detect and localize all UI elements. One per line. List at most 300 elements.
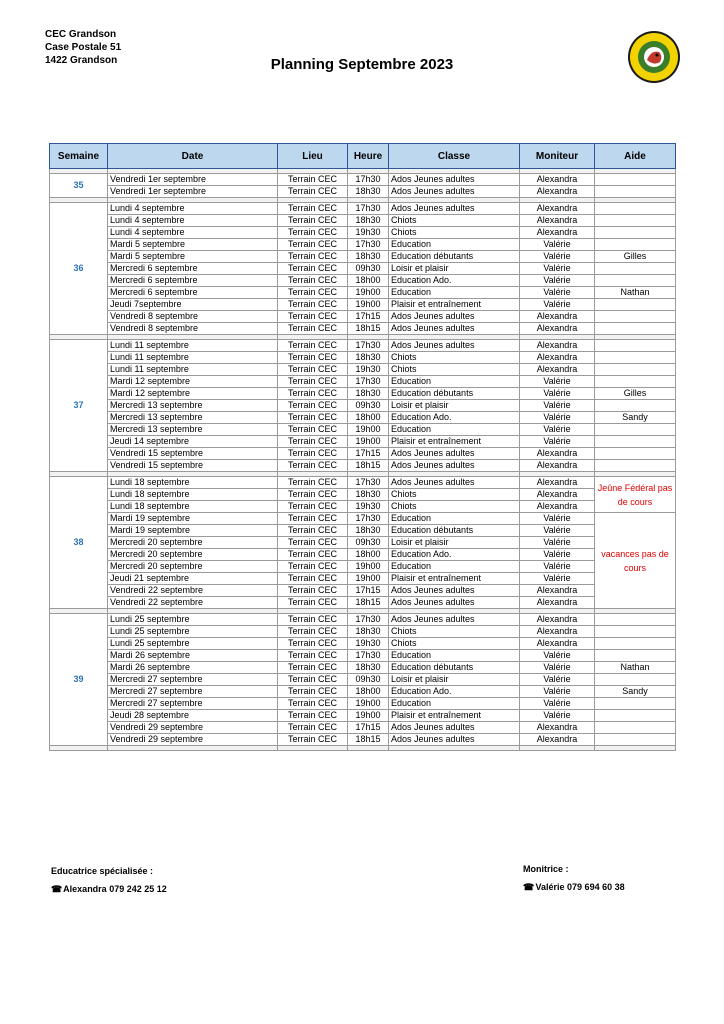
classe-cell: Chiots (389, 352, 520, 364)
moniteur-cell: Alexandra (520, 585, 595, 597)
lieu-cell: Terrain CEC (278, 239, 348, 251)
moniteur-cell: Valérie (520, 287, 595, 299)
footer-monitor (523, 860, 625, 896)
moniteur-cell: Valérie (520, 573, 595, 585)
date-cell: Mardi 12 septembre (108, 388, 278, 400)
table-row (50, 299, 676, 311)
lieu-cell: Terrain CEC (278, 299, 348, 311)
aide-cell (595, 614, 676, 626)
date-cell: Mardi 26 septembre (108, 662, 278, 674)
moniteur-cell: Alexandra (520, 227, 595, 239)
aide-cell (595, 400, 676, 412)
aide-note: vacances pas de cours (595, 513, 676, 609)
heure-cell: 19h00 (348, 287, 389, 299)
lieu-cell: Terrain CEC (278, 525, 348, 537)
lieu-cell: Terrain CEC (278, 275, 348, 287)
classe-cell: Ados Jeunes adultes (389, 311, 520, 323)
lieu-cell: Terrain CEC (278, 203, 348, 215)
date-cell: Mardi 19 septembre (108, 513, 278, 525)
date-cell: Mardi 5 septembre (108, 239, 278, 251)
date-cell: Mardi 26 septembre (108, 650, 278, 662)
classe-cell: Education (389, 513, 520, 525)
classe-cell: Ados Jeunes adultes (389, 203, 520, 215)
date-cell: Vendredi 15 septembre (108, 460, 278, 472)
lieu-cell: Terrain CEC (278, 227, 348, 239)
lieu-cell: Terrain CEC (278, 448, 348, 460)
moniteur-cell: Valérie (520, 674, 595, 686)
heure-cell: 17h30 (348, 203, 389, 215)
lieu-cell: Terrain CEC (278, 400, 348, 412)
classe-cell: Ados Jeunes adultes (389, 614, 520, 626)
aide-cell (595, 203, 676, 215)
lieu-cell: Terrain CEC (278, 251, 348, 263)
lieu-cell: Terrain CEC (278, 638, 348, 650)
column-header-semaine: Semaine (50, 144, 108, 169)
heure-cell: 17h30 (348, 376, 389, 388)
table-row (50, 400, 676, 412)
table-row (50, 174, 676, 186)
lieu-cell: Terrain CEC (278, 650, 348, 662)
moniteur-cell: Valérie (520, 561, 595, 573)
moniteur-cell: Alexandra (520, 174, 595, 186)
moniteur-cell: Valérie (520, 376, 595, 388)
separator-cell (278, 746, 348, 751)
moniteur-cell: Valérie (520, 239, 595, 251)
moniteur-cell: Valérie (520, 412, 595, 424)
heure-cell: 17h30 (348, 239, 389, 251)
table-row (50, 424, 676, 436)
date-cell: Lundi 18 septembre (108, 489, 278, 501)
date-cell: Jeudi 21 septembre (108, 573, 278, 585)
aide-cell (595, 650, 676, 662)
classe-cell: Plaisir et entraînement (389, 436, 520, 448)
table-row (50, 698, 676, 710)
lieu-cell: Terrain CEC (278, 549, 348, 561)
aide-cell (595, 638, 676, 650)
moniteur-cell: Alexandra (520, 734, 595, 746)
lieu-cell: Terrain CEC (278, 412, 348, 424)
date-cell: Vendredi 8 septembre (108, 311, 278, 323)
classe-cell: Ados Jeunes adultes (389, 340, 520, 352)
heure-cell: 18h30 (348, 186, 389, 198)
table-row (50, 448, 676, 460)
lieu-cell: Terrain CEC (278, 477, 348, 489)
classe-cell: Chiots (389, 638, 520, 650)
heure-cell: 17h30 (348, 513, 389, 525)
aide-cell (595, 460, 676, 472)
phone-icon: ☎ (523, 882, 535, 892)
table-row (50, 251, 676, 263)
aide-cell (595, 186, 676, 198)
table-row (50, 460, 676, 472)
moniteur-cell: Alexandra (520, 477, 595, 489)
column-header-lieu: Lieu (278, 144, 348, 169)
lieu-cell: Terrain CEC (278, 537, 348, 549)
aide-cell (595, 299, 676, 311)
aide-cell (595, 698, 676, 710)
table-row (50, 537, 676, 549)
moniteur-cell: Valérie (520, 436, 595, 448)
org-postbox: Case Postale 51 (45, 42, 122, 53)
lieu-cell: Terrain CEC (278, 626, 348, 638)
lieu-cell: Terrain CEC (278, 501, 348, 513)
classe-cell: Ados Jeunes adultes (389, 597, 520, 609)
table-row (50, 614, 676, 626)
aide-cell (595, 734, 676, 746)
table-row (50, 477, 676, 489)
moniteur-cell: Valérie (520, 400, 595, 412)
moniteur-cell: Alexandra (520, 203, 595, 215)
heure-cell: 17h30 (348, 614, 389, 626)
week-number: 39 (50, 614, 108, 746)
moniteur-cell: Alexandra (520, 460, 595, 472)
heure-cell: 18h30 (348, 525, 389, 537)
date-cell: Mercredi 20 septembre (108, 537, 278, 549)
moniteur-cell: Valérie (520, 263, 595, 275)
table-row (50, 585, 676, 597)
heure-cell: 09h30 (348, 400, 389, 412)
lieu-cell: Terrain CEC (278, 174, 348, 186)
classe-cell: Ados Jeunes adultes (389, 323, 520, 335)
aide-cell (595, 311, 676, 323)
heure-cell: 09h30 (348, 674, 389, 686)
org-name: CEC Grandson (45, 29, 117, 40)
date-cell: Vendredi 1er septembre (108, 186, 278, 198)
table-row (50, 340, 676, 352)
date-cell: Mercredi 20 septembre (108, 549, 278, 561)
date-cell: Mercredi 6 septembre (108, 263, 278, 275)
separator-cell (108, 746, 278, 751)
table-row (50, 638, 676, 650)
date-cell: Mercredi 13 septembre (108, 412, 278, 424)
aide-cell (595, 323, 676, 335)
lieu-cell: Terrain CEC (278, 460, 348, 472)
moniteur-cell: Valérie (520, 251, 595, 263)
date-cell: Mercredi 13 septembre (108, 400, 278, 412)
date-cell: Vendredi 29 septembre (108, 734, 278, 746)
aide-cell (595, 424, 676, 436)
lieu-cell: Terrain CEC (278, 186, 348, 198)
table-row (50, 227, 676, 239)
heure-cell: 19h00 (348, 710, 389, 722)
table-row (50, 352, 676, 364)
classe-cell: Plaisir et entraînement (389, 299, 520, 311)
lieu-cell: Terrain CEC (278, 436, 348, 448)
table-row (50, 323, 676, 335)
club-logo-icon (627, 30, 681, 84)
date-cell: Mercredi 6 septembre (108, 287, 278, 299)
lieu-cell: Terrain CEC (278, 323, 348, 335)
date-cell: Lundi 25 septembre (108, 638, 278, 650)
separator-cell (348, 746, 389, 751)
lieu-cell: Terrain CEC (278, 585, 348, 597)
lieu-cell: Terrain CEC (278, 263, 348, 275)
date-cell: Mercredi 13 septembre (108, 424, 278, 436)
classe-cell: Ados Jeunes adultes (389, 174, 520, 186)
moniteur-cell: Alexandra (520, 722, 595, 734)
classe-cell: Ados Jeunes adultes (389, 460, 520, 472)
table-row (50, 263, 676, 275)
heure-cell: 18h00 (348, 412, 389, 424)
column-header-heure: Heure (348, 144, 389, 169)
moniteur-cell: Alexandra (520, 340, 595, 352)
classe-cell: Chiots (389, 501, 520, 513)
column-header-aide: Aide (595, 144, 676, 169)
table-row (50, 489, 676, 501)
table-row (50, 364, 676, 376)
aide-cell (595, 352, 676, 364)
heure-cell: 17h15 (348, 311, 389, 323)
classe-cell: Ados Jeunes adultes (389, 722, 520, 734)
lieu-cell: Terrain CEC (278, 376, 348, 388)
classe-cell: Education (389, 424, 520, 436)
date-cell: Mercredi 27 septembre (108, 686, 278, 698)
moniteur-cell: Alexandra (520, 323, 595, 335)
date-cell: Vendredi 22 septembre (108, 585, 278, 597)
classe-cell: Education débutants (389, 388, 520, 400)
table-row (50, 674, 676, 686)
moniteur-cell: Alexandra (520, 638, 595, 650)
aide-cell (595, 722, 676, 734)
heure-cell: 18h30 (348, 388, 389, 400)
date-cell: Vendredi 1er septembre (108, 174, 278, 186)
classe-cell: Education (389, 650, 520, 662)
aide-cell (595, 626, 676, 638)
table-row (50, 287, 676, 299)
classe-cell: Chiots (389, 227, 520, 239)
aide-cell: Nathan (595, 287, 676, 299)
classe-cell: Ados Jeunes adultes (389, 448, 520, 460)
classe-cell: Chiots (389, 489, 520, 501)
lieu-cell: Terrain CEC (278, 215, 348, 227)
aide-cell (595, 674, 676, 686)
date-cell: Mercredi 20 septembre (108, 561, 278, 573)
moniteur-cell: Alexandra (520, 614, 595, 626)
date-cell: Vendredi 29 septembre (108, 722, 278, 734)
aide-cell (595, 376, 676, 388)
heure-cell: 18h15 (348, 323, 389, 335)
heure-cell: 18h30 (348, 626, 389, 638)
lieu-cell: Terrain CEC (278, 573, 348, 585)
lieu-cell: Terrain CEC (278, 561, 348, 573)
date-cell: Lundi 11 septembre (108, 364, 278, 376)
moniteur-cell: Valérie (520, 650, 595, 662)
moniteur-cell: Valérie (520, 549, 595, 561)
lieu-cell: Terrain CEC (278, 698, 348, 710)
classe-cell: Ados Jeunes adultes (389, 585, 520, 597)
date-cell: Lundi 4 septembre (108, 203, 278, 215)
lieu-cell: Terrain CEC (278, 311, 348, 323)
classe-cell: Education (389, 561, 520, 573)
moniteur-cell: Alexandra (520, 626, 595, 638)
moniteur-cell: Alexandra (520, 364, 595, 376)
date-cell: Mardi 12 septembre (108, 376, 278, 388)
lieu-cell: Terrain CEC (278, 489, 348, 501)
monitor-label: Monitrice : (523, 864, 569, 874)
heure-cell: 18h30 (348, 215, 389, 227)
aide-cell (595, 436, 676, 448)
table-row (50, 412, 676, 424)
week-number: 37 (50, 340, 108, 472)
aide-cell (595, 227, 676, 239)
table-row (50, 436, 676, 448)
table-row (50, 549, 676, 561)
heure-cell: 19h00 (348, 424, 389, 436)
table-row (50, 597, 676, 609)
date-cell: Lundi 4 septembre (108, 215, 278, 227)
aide-cell: Sandy (595, 412, 676, 424)
moniteur-cell: Alexandra (520, 311, 595, 323)
educator-phone: Alexandra 079 242 25 12 (63, 884, 167, 894)
heure-cell: 19h30 (348, 227, 389, 239)
date-cell: Lundi 18 septembre (108, 501, 278, 513)
table-row (50, 686, 676, 698)
moniteur-cell: Valérie (520, 424, 595, 436)
classe-cell: Education (389, 287, 520, 299)
aide-cell (595, 174, 676, 186)
heure-cell: 19h30 (348, 501, 389, 513)
aide-cell (595, 239, 676, 251)
heure-cell: 09h30 (348, 537, 389, 549)
classe-cell: Education débutants (389, 251, 520, 263)
table-row (50, 650, 676, 662)
week-separator (50, 746, 676, 751)
date-cell: Lundi 25 septembre (108, 626, 278, 638)
heure-cell: 18h30 (348, 662, 389, 674)
date-cell: Mercredi 27 septembre (108, 698, 278, 710)
date-cell: Mercredi 27 septembre (108, 674, 278, 686)
week-number: 36 (50, 203, 108, 335)
heure-cell: 17h30 (348, 174, 389, 186)
classe-cell: Education Ado. (389, 686, 520, 698)
page-title: Planning Septembre 2023 (270, 56, 454, 73)
date-cell: Vendredi 15 septembre (108, 448, 278, 460)
moniteur-cell: Valérie (520, 537, 595, 549)
date-cell: Jeudi 7septembre (108, 299, 278, 311)
moniteur-cell: Alexandra (520, 215, 595, 227)
lieu-cell: Terrain CEC (278, 513, 348, 525)
schedule-table (49, 143, 676, 751)
heure-cell: 19h30 (348, 364, 389, 376)
heure-cell: 17h15 (348, 722, 389, 734)
week-number: 38 (50, 477, 108, 609)
classe-cell: Plaisir et entraînement (389, 710, 520, 722)
monitor-phone: Valérie 079 694 60 38 (535, 882, 625, 892)
lieu-cell: Terrain CEC (278, 614, 348, 626)
aide-cell (595, 340, 676, 352)
moniteur-cell: Alexandra (520, 448, 595, 460)
aide-cell (595, 275, 676, 287)
moniteur-cell: Valérie (520, 513, 595, 525)
educator-contact (51, 880, 167, 898)
aide-cell (595, 215, 676, 227)
table-row (50, 513, 676, 525)
lieu-cell: Terrain CEC (278, 364, 348, 376)
org-city: 1422 Grandson (45, 55, 118, 66)
moniteur-cell: Valérie (520, 686, 595, 698)
aide-cell: Gilles (595, 388, 676, 400)
table-row (50, 525, 676, 537)
classe-cell: Chiots (389, 215, 520, 227)
heure-cell: 17h15 (348, 585, 389, 597)
separator-cell (50, 746, 108, 751)
table-row (50, 388, 676, 400)
lieu-cell: Terrain CEC (278, 388, 348, 400)
lieu-cell: Terrain CEC (278, 287, 348, 299)
table-row (50, 186, 676, 198)
classe-cell: Ados Jeunes adultes (389, 734, 520, 746)
classe-cell: Loisir et plaisir (389, 537, 520, 549)
heure-cell: 18h00 (348, 549, 389, 561)
date-cell: Jeudi 14 septembre (108, 436, 278, 448)
heure-cell: 18h15 (348, 460, 389, 472)
heure-cell: 17h30 (348, 340, 389, 352)
heure-cell: 19h00 (348, 436, 389, 448)
lieu-cell: Terrain CEC (278, 340, 348, 352)
date-cell: Mardi 5 septembre (108, 251, 278, 263)
heure-cell: 18h30 (348, 251, 389, 263)
aide-cell: Gilles (595, 251, 676, 263)
heure-cell: 19h00 (348, 698, 389, 710)
classe-cell: Loisir et plaisir (389, 674, 520, 686)
moniteur-cell: Valérie (520, 525, 595, 537)
classe-cell: Education (389, 698, 520, 710)
lieu-cell: Terrain CEC (278, 710, 348, 722)
moniteur-cell: Valérie (520, 710, 595, 722)
moniteur-cell: Alexandra (520, 597, 595, 609)
heure-cell: 19h00 (348, 561, 389, 573)
separator-cell (389, 746, 520, 751)
date-cell: Lundi 11 septembre (108, 340, 278, 352)
date-cell: Mercredi 6 septembre (108, 275, 278, 287)
aide-cell (595, 448, 676, 460)
footer-educator (51, 862, 167, 898)
classe-cell: Loisir et plaisir (389, 263, 520, 275)
phone-icon: ☎ (51, 884, 63, 894)
separator-cell (595, 746, 676, 751)
table-row (50, 573, 676, 585)
week-number: 35 (50, 174, 108, 198)
moniteur-cell: Valérie (520, 275, 595, 287)
table-row (50, 311, 676, 323)
date-cell: Lundi 4 septembre (108, 227, 278, 239)
aide-cell (595, 263, 676, 275)
table-row (50, 710, 676, 722)
table-header-row (50, 144, 676, 169)
date-cell: Mardi 19 septembre (108, 525, 278, 537)
table-row (50, 376, 676, 388)
classe-cell: Loisir et plaisir (389, 400, 520, 412)
classe-cell: Chiots (389, 364, 520, 376)
date-cell: Vendredi 22 septembre (108, 597, 278, 609)
heure-cell: 18h15 (348, 597, 389, 609)
moniteur-cell: Valérie (520, 698, 595, 710)
moniteur-cell: Alexandra (520, 501, 595, 513)
moniteur-cell: Valérie (520, 662, 595, 674)
column-header-moniteur: Moniteur (520, 144, 595, 169)
classe-cell: Education Ado. (389, 275, 520, 287)
table-row (50, 662, 676, 674)
aide-cell (595, 710, 676, 722)
heure-cell: 17h30 (348, 477, 389, 489)
classe-cell: Education (389, 376, 520, 388)
aide-cell (595, 364, 676, 376)
table-row (50, 203, 676, 215)
classe-cell: Education Ado. (389, 549, 520, 561)
classe-cell: Plaisir et entraînement (389, 573, 520, 585)
moniteur-cell: Alexandra (520, 352, 595, 364)
lieu-cell: Terrain CEC (278, 597, 348, 609)
